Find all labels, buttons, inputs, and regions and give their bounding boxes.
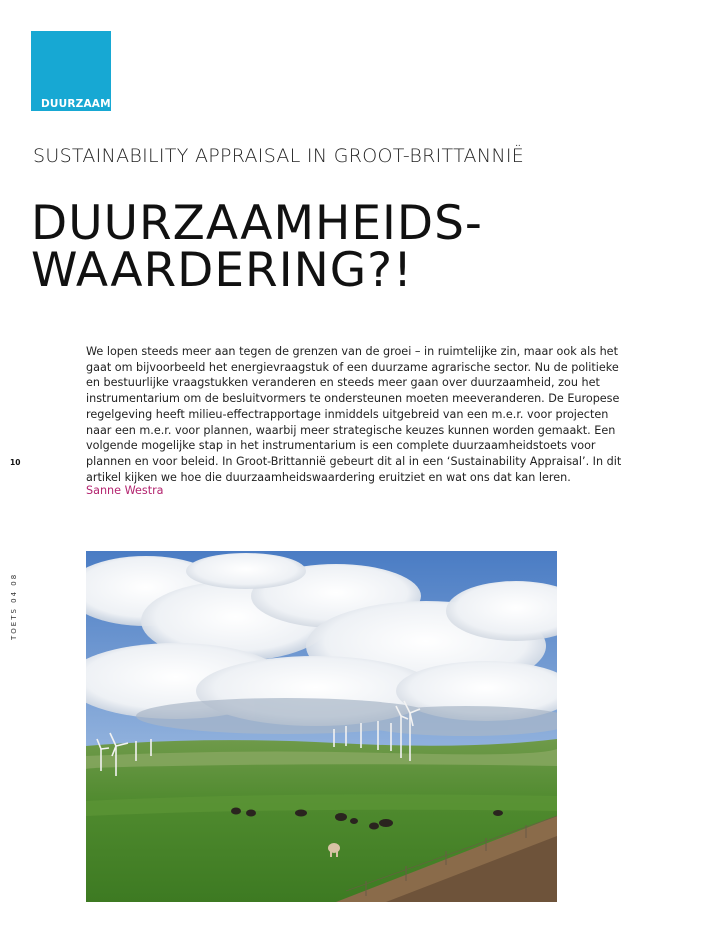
article-subtitle: SUSTAINABILITY APPRAISAL IN GROOT-BRITTANNIË	[33, 145, 525, 167]
page-number: 10	[10, 458, 21, 467]
section-tag-label: DUURZAAM	[41, 98, 111, 110]
journal-issue-label: TOETS 04 08	[10, 572, 18, 640]
article-title-line-2: WAARDERING?!	[31, 243, 413, 298]
article-title-line-1: DUURZAAMHEIDS-	[31, 196, 483, 251]
author-name: Sanne Westra	[86, 484, 164, 497]
intro-paragraph: We lopen steeds meer aan tegen de grenzen van de groei – in ruimtelijke zin, maar ook als het gaat om bijvoorbeeld het energievraagstuk of een duurzame agrarische sector. Nu de politieke en bestuurlijke vraagstukken veranderen en steeds meer gaan over duurzaamheid, zou het instrumentarium om de besluitvormers te ondersteunen moeten meeveranderen. De Europese regelgeving heeft milieu-effectrapportage inmiddels uitgebreid van een m.e.r. voor projecten naar een m.e.r. voor plannen, waarbij meer strategische keuzes kunnen worden gemaakt. Een volgende mogelijke stap in het instrumentarium is een complete duurzaamheidstoets voor plannen en voor beleid. In Groot-Brittannië gebeurt dit al in een ‘Sustainability Appraisal’. In dit artikel kijken we hoe die duurzaamheidswaardering eruitziet en wat ons dat kan leren.	[86, 345, 622, 484]
wind-farm-photo	[86, 551, 557, 902]
article-title	[31, 196, 483, 298]
